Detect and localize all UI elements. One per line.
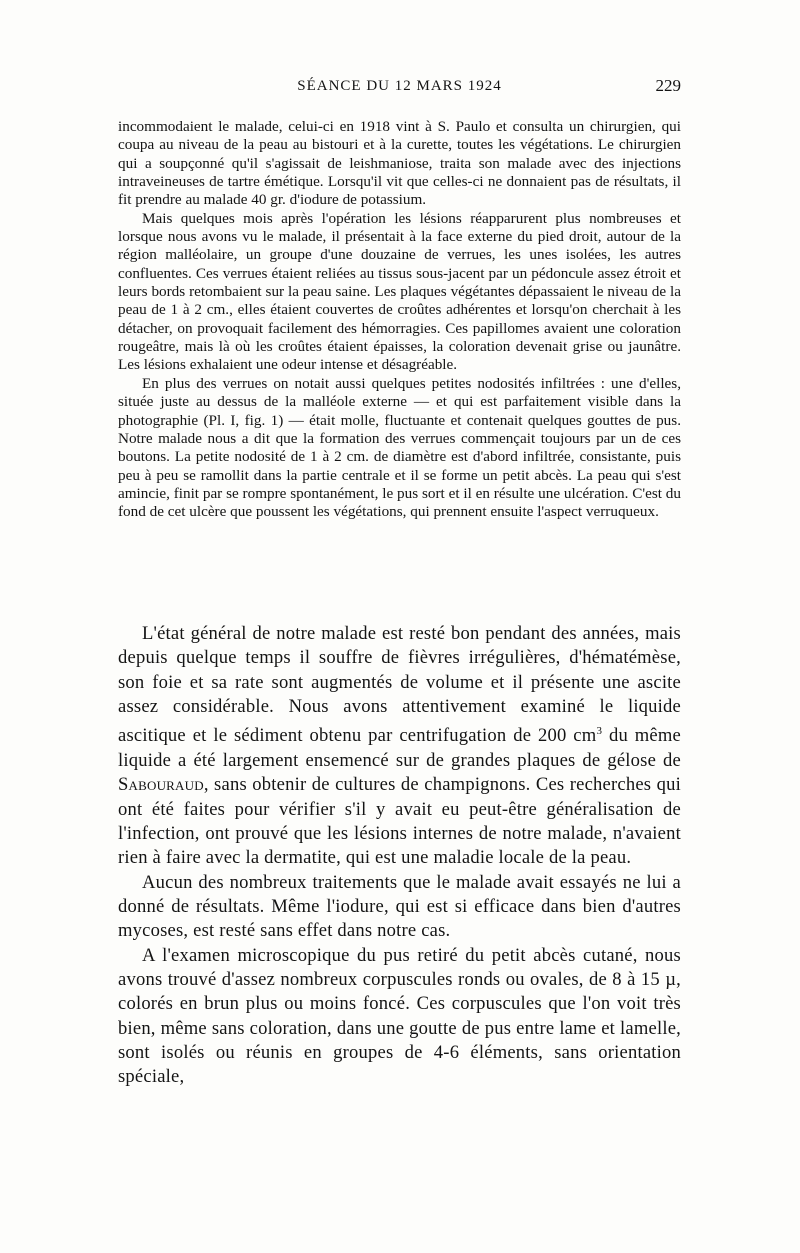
paragraph: Aucun des nombreux traitements que le malade avait essayés ne lui a donné de résultats. Même l'iodure, qui est si efficace dans bien d'autres mycoses, est resté sans effet dans notre cas. — [118, 871, 681, 942]
paragraph: incommodaient le malade, celui-ci en 1918 vint à S. Paulo et consulta un chirurgien, qui coupa au niveau de la peau au bistouri et à la curette, toutes les végétations. Le chirurgien qui a soupçonné qu'il s'agissait de leishmaniose, traita son malade avec des injections intraveineuses de tartre émétique. Lorsqu'il vit que celles-ci ne donnaient pas de résultats, il fit prendre au malade 40 gr. d'iodure de potassium. — [118, 118, 681, 209]
page-header — [118, 76, 681, 100]
author-name: Sabouraud — [118, 774, 204, 796]
main-text-section — [118, 622, 681, 1090]
paragraph — [118, 622, 681, 871]
running-head-year: 1924 — [467, 78, 502, 94]
paragraph: A l'examen microscopique du pus retiré du petit abcès cutané, nous avons trouvé d'assez nombreux corpuscules ronds ou ovales, de 8 à 15 µ, colorés en brun plus ou moins foncé. Ces corpuscules que l'on voit très bien, même sans coloration, dans une goutte de pus entre lame et lamelle, sont isolés ou réunis en groupes de 4-6 éléments, sans orientation spéciale, — [118, 944, 681, 1088]
page-number: 229 — [655, 76, 681, 95]
text-run: L'état général de notre malade est resté bon pendant des années, mais depuis quelque temps il souffre de fièvres irrégulières, d'hématémèse, son foie et sa rate sont augmentés de volume et il présente une ascite assez considérable. Nous avons attentivement examiné le liquide ascitique et le sédiment obtenu par centrifugation de 200 cm — [118, 623, 681, 747]
paragraph: Mais quelques mois après l'opération les lésions réapparurent plus nombreuses et lorsque nous avons vu le malade, il présentait à la face externe du pied droit, autour de la région malléolaire, un groupe d'une douzaine de verrues, les unes isolées, les autres confluentes. Ces verrues étaient reliées au tissus sous-jacent par un pédoncule assez étroit et leurs bords retombaient sur la peau saine. Les plaques végétantes dépassaient le niveau de la peau de 1 à 2 cm., elles étaient couvertes de croûtes adhérentes et lorsqu'on cherchait à les détacher, on provoquait facilement des hémorragies. Ces papillomes avaient une coloration rougeâtre, mais là où les croûtes étaient épaisses, la coloration devenait grise ou jaunâtre. Les lésions exhalaient une odeur intense et désagréable. — [118, 209, 681, 374]
small-print-section — [118, 118, 681, 522]
running-head — [118, 78, 681, 95]
text-run: , sans obtenir de cultures de champignons. Ces recherches qui ont été faites pour vérifier s'il y avait eu peut-être généralisation de l'infection, ont prouvé que les lésions internes de notre malade, n'avaient rien à faire avec la dermatite, qui est une maladie locale de la peau. — [118, 774, 681, 869]
superscript: 3 — [596, 725, 603, 738]
paragraph: En plus des verrues on notait aussi quelques petites nodosités infiltrées : une d'elles, située juste au dessus de la malléole externe — et qui est parfaitement visible dans la photographie (Pl. I, fig. 1) — était molle, fluctuante et contenait quelques gouttes de pus. Notre malade nous a dit que la formation des verrues commençait toujours par un de ces boutons. La petite nodosité de 1 à 2 cm. de diamètre est d'abord infiltrée, consistante, puis peu à peu se ramollit dans la partie centrale et il se forme un petit abcès. La peau qui s'est amincie, finit par se rompre spontanément, le pus sort et il en résulte une ulcération. C'est du fond de cet ulcère que poussent les végétations, qui prennent ensuite l'aspect verruqueux. — [118, 374, 681, 521]
running-head-text: SÉANCE DU 12 MARS — [297, 78, 464, 94]
text-run: du même liquide a été largement ensemencé sur de grandes plaques de gélose de — [118, 725, 682, 771]
